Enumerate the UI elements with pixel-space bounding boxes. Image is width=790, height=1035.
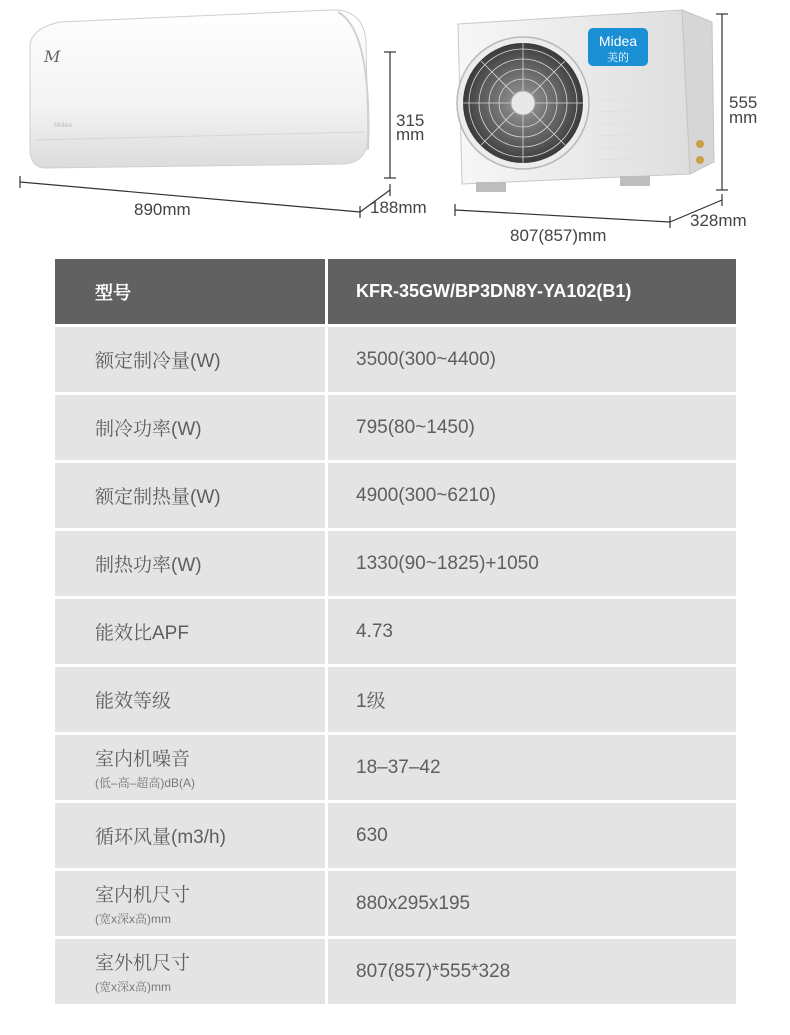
indoor-width-label: 890mm [134, 200, 191, 219]
spec-label: 室内机尺寸 [95, 885, 191, 906]
spec-value: 795(80~1450) [328, 395, 736, 463]
outdoor-depth-label: 328mm [690, 211, 747, 230]
spec-value: 630 [328, 803, 736, 871]
outdoor-height-unit: mm [729, 108, 758, 127]
spec-label: 额定制热量(W) [55, 463, 328, 531]
spec-label: 额定制冷量(W) [55, 327, 328, 395]
spec-value: 807(857)*555*328 [328, 939, 736, 1004]
spec-sublabel: (低–高–超高)dB(A) [95, 776, 196, 790]
spec-row [55, 667, 736, 735]
spec-label: 制热功率(W) [55, 531, 328, 599]
outdoor-height-number: 555 [729, 93, 758, 112]
spec-table-header [55, 259, 736, 327]
spec-sublabel: (宽x深x高)mm [95, 980, 171, 994]
logo-brand-en: Midea [598, 33, 638, 49]
spec-table [55, 259, 736, 1004]
indoor-height-number: 315 [396, 111, 425, 130]
spec-label-cell [55, 939, 328, 1004]
logo-brand-cn: 美的 [607, 51, 629, 64]
spec-row [55, 599, 736, 667]
svg-text:Midea: Midea [54, 122, 73, 129]
spec-row [55, 395, 736, 463]
spec-label: 制冷功率(W) [55, 395, 328, 463]
indoor-logo-mark: M [44, 47, 61, 66]
indoor-depth-label: 188mm [370, 198, 427, 217]
spec-row [55, 871, 736, 939]
spec-label-cell [55, 871, 328, 939]
header-label: 型号 [55, 259, 328, 327]
spec-value: 880x295x195 [328, 871, 736, 939]
spec-sublabel: (宽x深x高)mm [95, 912, 171, 926]
spec-label: 能效比APF [55, 599, 328, 667]
product-dimension-figure [0, 0, 790, 250]
spec-label: 室外机尺寸 [95, 953, 191, 974]
spec-label: 室内机噪音 [95, 749, 191, 770]
spec-label-cell [55, 735, 328, 803]
outdoor-unit [457, 10, 714, 192]
spec-row [55, 463, 736, 531]
header-value: KFR-35GW/BP3DN8Y-YA102(B1) [328, 259, 736, 327]
spec-row [55, 327, 736, 395]
indoor-height-unit: mm [396, 125, 425, 144]
spec-row [55, 531, 736, 599]
spec-row [55, 803, 736, 871]
spec-value: 4900(300~6210) [328, 463, 736, 531]
spec-label: 能效等级 [55, 667, 328, 735]
spec-value: 1级 [328, 667, 736, 735]
spec-value: 18–37–42 [328, 735, 736, 803]
spec-value: 1330(90~1825)+1050 [328, 531, 736, 599]
outdoor-width-label: 807(857)mm [510, 226, 607, 245]
spec-row [55, 735, 736, 803]
midea-logo [588, 28, 648, 66]
spec-label: 循环风量(m3/h) [55, 803, 328, 871]
spec-value: 4.73 [328, 599, 736, 667]
indoor-unit [30, 10, 368, 168]
spec-value: 3500(300~4400) [328, 327, 736, 395]
spec-row [55, 939, 736, 1004]
